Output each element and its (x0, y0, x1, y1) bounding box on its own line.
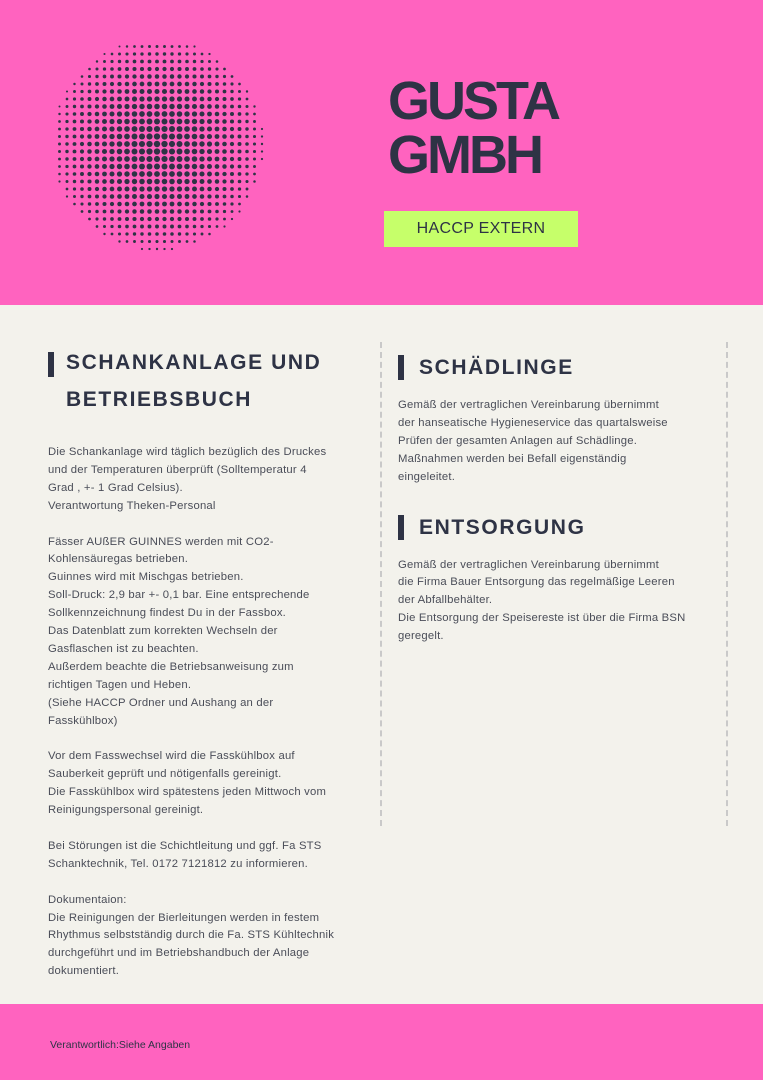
text-line: die Firma Bauer Entsorgung das regelmäßige Leeren (398, 576, 675, 589)
text-line: Guinnes wird mit Mischgas betrieben. (48, 571, 244, 584)
text-line: Sollkennzeichnung findest Du in der Fassbox. (48, 607, 287, 620)
footer-banner (0, 1004, 763, 1080)
text-line: Bei Störungen ist die Schichtleitung und ggf. Fa STS (48, 839, 322, 852)
text-line: durchgeführt und im Betriebshandbuch der Anlage (48, 947, 310, 960)
text-line: Sauberkeit geprüft und nötigenfalls gereinigt. (48, 768, 282, 781)
company-name-line2: GMBH (388, 125, 541, 185)
heading-accent-bar (398, 355, 404, 380)
text-line: Maßnahmen werden bei Befall eigenständig (398, 452, 627, 465)
section-schankanlage (48, 344, 358, 981)
text-line: Die Reinigungen der Bierleitungen werden in festem (48, 911, 320, 924)
entsorgung-text (398, 557, 713, 647)
text-line (48, 874, 358, 892)
text-line: Reinigungspersonal gereinigt. (48, 804, 204, 817)
section-heading (48, 344, 358, 418)
schaedlinge-text (398, 397, 713, 487)
text-line: Kohlensäuregas betrieben. (48, 553, 189, 566)
heading-accent-bar (398, 515, 404, 540)
text-line: Die Entsorgung der Speisereste ist über die Firma BSN (398, 612, 686, 625)
text-line: dokumentiert. (48, 965, 120, 978)
text-line: Dokumentaion: (48, 893, 127, 906)
company-name-line1: GUSTA (388, 71, 558, 131)
section-right (398, 350, 713, 646)
column-divider-right (726, 342, 728, 826)
text-line: Vor dem Fasswechsel wird die Fasskühlbox auf (48, 750, 295, 763)
section-entsorgung (398, 510, 713, 647)
heading-schaedlinge: SCHÄDLINGE (419, 356, 574, 379)
text-line (48, 516, 358, 534)
section-heading (398, 350, 713, 386)
header-banner (0, 0, 763, 305)
text-line: Außerdem beachte die Betriebsanweisung zum (48, 660, 294, 673)
text-line: Die Fasskühlbox wird spätestens jeden Mittwoch vom (48, 786, 327, 799)
text-line: Gasflaschen ist zu beachten. (48, 642, 199, 655)
text-line: (Siehe HACCP Ordner und Aushang an der (48, 696, 274, 709)
text-line: Gemäß der vertraglichen Vereinbarung übernimmt (398, 399, 659, 411)
text-line (48, 730, 358, 748)
text-line: Soll-Druck: 2,9 bar +- 0,1 bar. Eine entsprechende (48, 589, 310, 602)
text-line: Fässer AUßER GUINNES werden mit CO2- (48, 535, 274, 548)
text-line: Fasskühlbox) (48, 714, 118, 727)
text-line: Das Datenblatt zum korrekten Wechseln der (48, 625, 278, 638)
haccp-badge: HACCP EXTERN (384, 211, 578, 247)
heading-entsorgung: ENTSORGUNG (419, 515, 586, 539)
heading-line1: SCHANKANLAGE UND (66, 351, 322, 374)
text-line: Gemäß der vertraglichen Vereinbarung übernimmt (398, 558, 659, 571)
text-line: richtigen Tagen und Heben. (48, 678, 192, 691)
schankanlage-text (48, 444, 358, 981)
text-line: und der Temperaturen überprüft (Solltemperatur 4 (48, 463, 307, 476)
section-heading (398, 510, 713, 546)
text-line: Prüfen der gesamten Anlagen auf Schädlinge. (398, 434, 638, 447)
section-schaedlinge (398, 350, 713, 487)
heading-line2: BETRIEBSBUCH (66, 388, 253, 411)
text-line: Verantwortung Theken-Personal (48, 499, 216, 512)
company-name (388, 71, 558, 185)
text-line: Schanktechnik, Tel. 0172 7121812 zu informieren. (48, 857, 308, 870)
text-line: Grad , +- 1 Grad Celsius). (48, 481, 183, 494)
text-line: Die Schankanlage wird täglich bezüglich des Druckes (48, 446, 327, 458)
text-line: Rhythmus selbstständig durch die Fa. STS Kühltechnik (48, 929, 335, 942)
heading-accent-bar (48, 352, 54, 377)
text-line: geregelt. (398, 630, 444, 643)
column-divider (380, 342, 382, 826)
halftone-dot-circle-icon (50, 35, 270, 255)
text-line: der hanseatische Hygieneservice das quartalsweise (398, 416, 668, 429)
text-line: eingeleitet. (398, 470, 456, 483)
text-line: der Abfallbehälter. (398, 594, 493, 607)
footer-responsible: Verantwortlich:Siehe Angaben (50, 1039, 191, 1051)
text-line (48, 820, 358, 838)
